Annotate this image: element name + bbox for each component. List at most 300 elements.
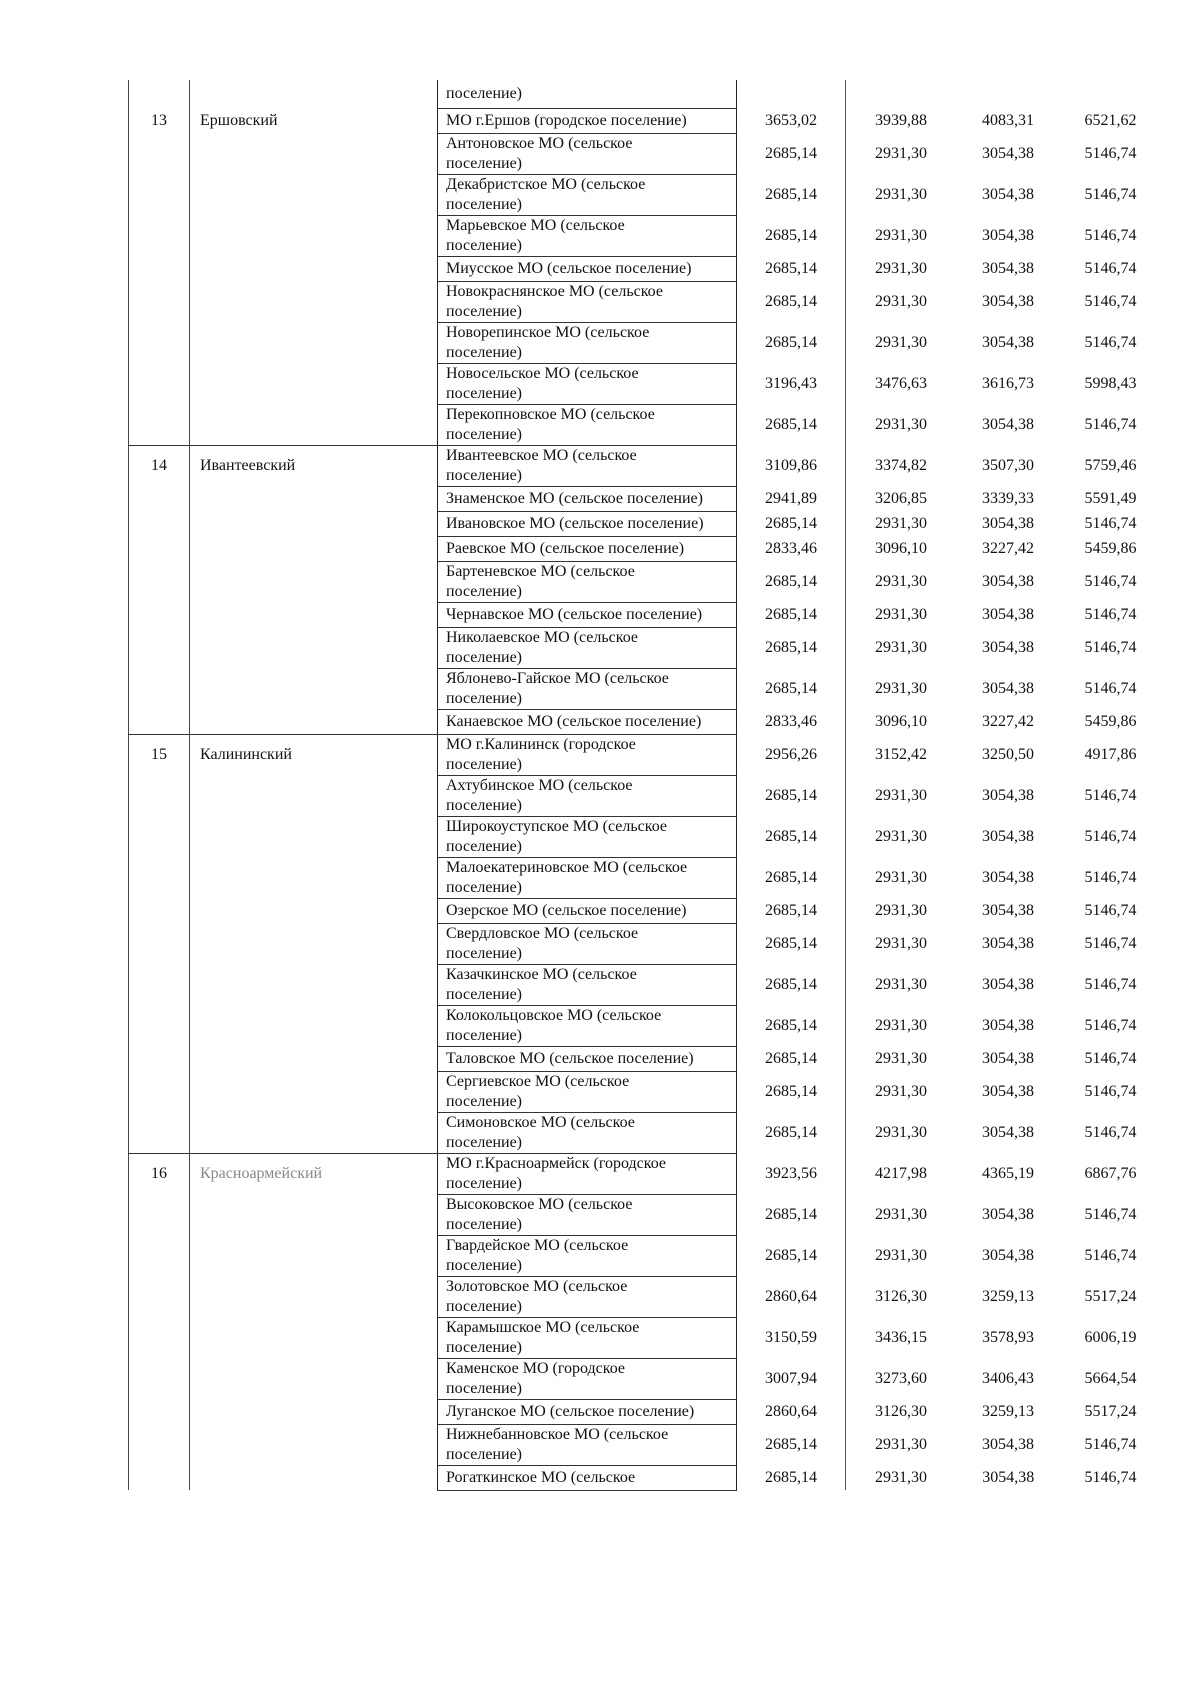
value-4 <box>1061 80 1161 108</box>
row-number <box>129 775 190 816</box>
value-2: 2931,30 <box>846 1194 957 1235</box>
tariff-table-body <box>129 80 1161 1490</box>
value-2: 3126,30 <box>846 1276 957 1317</box>
value-2: 3939,88 <box>846 108 957 133</box>
table-row <box>129 322 1161 363</box>
value-4: 5146,74 <box>1084 1205 1137 1223</box>
value-2: 2931,30 <box>846 1465 957 1490</box>
settlement-name: Яблонево-Гайское МО (сельское поселение) <box>438 668 737 709</box>
value-4: 5759,46 <box>1084 456 1137 474</box>
value-1: 2685,14 <box>737 668 846 709</box>
district-name <box>190 1005 438 1046</box>
district-name <box>190 1235 438 1276</box>
row-number <box>129 857 190 898</box>
value-2: 2931,30 <box>846 602 957 627</box>
table-row <box>129 709 1161 734</box>
row-number <box>129 923 190 964</box>
table-row <box>129 898 1161 923</box>
value-2: 2931,30 <box>846 256 957 281</box>
value-4: 5146,74 <box>1084 514 1137 532</box>
row-number <box>129 1399 190 1424</box>
value-1: 2685,14 <box>737 133 846 174</box>
value-2: 2931,30 <box>846 627 957 668</box>
settlement-name: Ахтубинское МО (сельское поселение) <box>438 775 737 816</box>
value-3: 3054,38 <box>982 679 1034 697</box>
value-4: 5146,74 <box>1084 1435 1137 1453</box>
row-number <box>129 363 190 404</box>
value-3: 3054,38 <box>982 514 1034 532</box>
value-3: 3616,73 <box>982 374 1034 392</box>
value-3: 4083,31 <box>982 111 1034 129</box>
row-number <box>129 561 190 602</box>
settlement-name: Нижнебанновское МО (сельское поселение) <box>438 1424 737 1465</box>
district-name <box>190 1358 438 1399</box>
value-1: 2685,14 <box>737 898 846 923</box>
table-row <box>129 256 1161 281</box>
district-name: Красноармейский <box>190 1153 438 1194</box>
value-4: 5146,74 <box>1084 934 1137 952</box>
value-3: 3054,38 <box>982 605 1034 623</box>
value-3: 3054,38 <box>982 415 1034 433</box>
value-2: 3273,60 <box>846 1358 957 1399</box>
value-1: 2685,14 <box>737 511 846 536</box>
value-1: 3923,56 <box>737 1153 846 1194</box>
value-1: 3150,59 <box>737 1317 846 1358</box>
value-3: 3054,38 <box>982 1123 1034 1141</box>
value-3: 3054,38 <box>982 333 1034 351</box>
value-1: 2685,14 <box>737 816 846 857</box>
district-name <box>190 668 438 709</box>
value-1: 2685,14 <box>737 923 846 964</box>
value-4: 5146,74 <box>1084 333 1137 351</box>
value-1: 2685,14 <box>737 1046 846 1071</box>
value-1: 2685,14 <box>737 404 846 445</box>
settlement-name: Новосельское МО (сельское поселение) <box>438 363 737 404</box>
district-name <box>190 322 438 363</box>
value-4: 5998,43 <box>1084 374 1137 392</box>
row-number <box>129 627 190 668</box>
value-1: 2685,14 <box>737 281 846 322</box>
value-2: 2931,30 <box>846 561 957 602</box>
table-row <box>129 734 1161 775</box>
value-2: 2931,30 <box>846 215 957 256</box>
value-2 <box>846 80 957 108</box>
table-row <box>129 1358 1161 1399</box>
value-2: 3152,42 <box>846 734 957 775</box>
district-name <box>190 1276 438 1317</box>
value-3: 3054,38 <box>982 827 1034 845</box>
settlement-name: Новокраснянское МО (сельское поселение) <box>438 281 737 322</box>
table-row <box>129 215 1161 256</box>
district-name <box>190 775 438 816</box>
value-2: 2931,30 <box>846 898 957 923</box>
table-row <box>129 775 1161 816</box>
district-name <box>190 709 438 734</box>
value-3: 3054,38 <box>982 786 1034 804</box>
row-number <box>129 1112 190 1153</box>
value-4: 5146,74 <box>1084 1082 1137 1100</box>
value-4: 5146,74 <box>1084 259 1137 277</box>
settlement-name: Ивановское МО (сельское поселение) <box>438 511 737 536</box>
value-1: 2941,89 <box>737 486 846 511</box>
value-3: 3054,38 <box>982 292 1034 310</box>
district-name <box>190 486 438 511</box>
value-2: 3436,15 <box>846 1317 957 1358</box>
settlement-name: Луганское МО (сельское поселение) <box>438 1399 737 1424</box>
settlement-name: Колокольцовское МО (сельское поселение) <box>438 1005 737 1046</box>
settlement-name: Симоновское МО (сельское поселение) <box>438 1112 737 1153</box>
table-row <box>129 923 1161 964</box>
value-2: 3206,85 <box>846 486 957 511</box>
settlement-name: Широкоуступское МО (сельское поселение) <box>438 816 737 857</box>
value-4: 5146,74 <box>1084 572 1137 590</box>
table-row <box>129 1153 1161 1194</box>
value-4: 5146,74 <box>1084 868 1137 886</box>
value-1: 2833,46 <box>737 709 846 734</box>
table-row <box>129 281 1161 322</box>
value-3: 3054,38 <box>982 1435 1034 1453</box>
settlement-name: МО г.Ершов (городское поселение) <box>438 108 737 133</box>
district-name <box>190 133 438 174</box>
settlement-name: Антоновское МО (сельское поселение) <box>438 133 737 174</box>
value-3: 3406,43 <box>982 1369 1034 1387</box>
value-2: 2931,30 <box>846 404 957 445</box>
district-name <box>190 627 438 668</box>
settlement-name: Перекопновское МО (сельское поселение) <box>438 404 737 445</box>
value-3: 3054,38 <box>982 1468 1035 1486</box>
row-number <box>129 898 190 923</box>
value-3: 3227,42 <box>982 712 1034 730</box>
row-number <box>129 80 190 108</box>
district-name: Ершовский <box>190 108 438 133</box>
value-1: 2685,14 <box>737 322 846 363</box>
table-row <box>129 1399 1161 1424</box>
district-name <box>190 1465 438 1490</box>
value-3: 3259,13 <box>982 1287 1034 1305</box>
row-number <box>129 709 190 734</box>
settlement-name: МО г.Калининск (городское поселение) <box>438 734 737 775</box>
table-row <box>129 108 1161 133</box>
value-2: 2931,30 <box>846 816 957 857</box>
value-1: 2685,14 <box>737 775 846 816</box>
table-row <box>129 1465 1161 1490</box>
value-3: 3507,30 <box>982 456 1034 474</box>
value-3: 3054,38 <box>982 259 1034 277</box>
row-number <box>129 404 190 445</box>
district-name <box>190 816 438 857</box>
value-2: 2931,30 <box>846 668 957 709</box>
value-4: 5146,74 <box>1084 1049 1137 1067</box>
settlement-name: Малоекатериновское МО (сельское поселение) <box>438 857 737 898</box>
value-4: 5146,74 <box>1084 1123 1137 1141</box>
value-1: 2685,14 <box>737 1465 846 1490</box>
value-3: 3339,33 <box>982 489 1034 507</box>
district-name <box>190 602 438 627</box>
table-row <box>129 964 1161 1005</box>
district-name <box>190 1317 438 1358</box>
value-1: 2685,14 <box>737 1112 846 1153</box>
table-row <box>129 602 1161 627</box>
district-name <box>190 898 438 923</box>
row-number <box>129 602 190 627</box>
value-3: 3227,42 <box>982 539 1034 557</box>
value-1: 2685,14 <box>737 1235 846 1276</box>
district-name <box>190 1112 438 1153</box>
value-2: 2931,30 <box>846 1005 957 1046</box>
value-3: 3054,38 <box>982 185 1034 203</box>
value-1: 3007,94 <box>737 1358 846 1399</box>
value-2: 3126,30 <box>846 1399 957 1424</box>
settlement-name: Сергиевское МО (сельское поселение) <box>438 1071 737 1112</box>
table-row <box>129 1317 1161 1358</box>
row-number <box>129 964 190 1005</box>
value-1 <box>737 80 846 108</box>
value-1: 3653,02 <box>737 108 846 133</box>
value-1: 2685,14 <box>737 1424 846 1465</box>
row-number <box>129 511 190 536</box>
table-row <box>129 1005 1161 1046</box>
value-4: 5146,74 <box>1084 415 1137 433</box>
table-row <box>129 668 1161 709</box>
table-row <box>129 404 1161 445</box>
value-3: 3054,38 <box>982 901 1034 919</box>
value-4: 5146,74 <box>1084 1016 1137 1034</box>
table-row <box>129 486 1161 511</box>
value-1: 2685,14 <box>737 602 846 627</box>
district-name <box>190 215 438 256</box>
value-4: 5146,74 <box>1084 975 1137 993</box>
tariff-table <box>128 80 1161 1491</box>
value-2: 2931,30 <box>846 1046 957 1071</box>
row-number: 14 <box>129 445 190 486</box>
row-number <box>129 1235 190 1276</box>
value-3: 3054,38 <box>982 1205 1034 1223</box>
value-2: 3096,10 <box>846 709 957 734</box>
value-2: 3476,63 <box>846 363 957 404</box>
value-4: 5591,49 <box>1084 489 1137 507</box>
table-row <box>129 1276 1161 1317</box>
value-3 <box>956 80 1061 108</box>
settlement-name: Озерское МО (сельское поселение) <box>438 898 737 923</box>
row-number <box>129 486 190 511</box>
settlement-name: Канаевское МО (сельское поселение) <box>438 709 737 734</box>
settlement-name: Гвардейское МО (сельское поселение) <box>438 1235 737 1276</box>
value-2: 2931,30 <box>846 133 957 174</box>
table-row <box>129 536 1161 561</box>
value-2: 2931,30 <box>846 281 957 322</box>
value-3: 3054,38 <box>982 1049 1034 1067</box>
row-number: 15 <box>129 734 190 775</box>
table-row <box>129 627 1161 668</box>
table-row <box>129 445 1161 486</box>
table-row <box>129 1046 1161 1071</box>
value-1: 2685,14 <box>737 627 846 668</box>
settlement-name: Раевское МО (сельское поселение) <box>438 536 737 561</box>
settlement-name: Карамышское МО (сельское поселение) <box>438 1317 737 1358</box>
settlement-name: Рогаткинское МО (сельское <box>438 1465 737 1490</box>
settlement-name: Знаменское МО (сельское поселение) <box>438 486 737 511</box>
value-3: 3054,38 <box>982 572 1034 590</box>
value-3: 3054,38 <box>982 1246 1034 1264</box>
value-3: 3054,38 <box>982 1082 1034 1100</box>
table-row <box>129 1424 1161 1465</box>
value-4: 5146,74 <box>1084 185 1137 203</box>
value-4: 5146,74 <box>1084 638 1137 656</box>
value-3: 3054,38 <box>982 975 1034 993</box>
row-number <box>129 816 190 857</box>
district-name <box>190 923 438 964</box>
district-name <box>190 536 438 561</box>
district-name <box>190 1399 438 1424</box>
settlement-name: Бартеневское МО (сельское поселение) <box>438 561 737 602</box>
value-2: 2931,30 <box>846 923 957 964</box>
table-row <box>129 1112 1161 1153</box>
value-3: 3054,38 <box>982 1016 1034 1034</box>
district-name <box>190 404 438 445</box>
settlement-name: поселение) <box>438 80 737 108</box>
value-1: 2833,46 <box>737 536 846 561</box>
value-2: 2931,30 <box>846 857 957 898</box>
table-row <box>129 857 1161 898</box>
value-1: 3196,43 <box>737 363 846 404</box>
value-3: 3054,38 <box>982 638 1034 656</box>
value-4: 5146,74 <box>1084 144 1137 162</box>
row-number <box>129 174 190 215</box>
value-1: 2685,14 <box>737 857 846 898</box>
row-number: 13 <box>129 108 190 133</box>
value-4: 5146,74 <box>1084 292 1137 310</box>
table-row <box>129 1235 1161 1276</box>
row-number <box>129 281 190 322</box>
value-2: 2931,30 <box>846 1235 957 1276</box>
table-row <box>129 133 1161 174</box>
settlement-name: Миусское МО (сельское поселение) <box>438 256 737 281</box>
settlement-name: Ивантеевское МО (сельское поселение) <box>438 445 737 486</box>
district-name: Ивантеевский <box>190 445 438 486</box>
row-number <box>129 1424 190 1465</box>
value-4: 5146,74 <box>1084 786 1137 804</box>
settlement-name: Чернавское МО (сельское поселение) <box>438 602 737 627</box>
table-row <box>129 80 1161 108</box>
value-2: 3374,82 <box>846 445 957 486</box>
row-number <box>129 1317 190 1358</box>
value-1: 2685,14 <box>737 174 846 215</box>
row-number <box>129 668 190 709</box>
settlement-name: Декабристское МО (сельское поселение) <box>438 174 737 215</box>
district-name <box>190 561 438 602</box>
district-name <box>190 80 438 108</box>
value-4: 6867,76 <box>1084 1164 1137 1182</box>
district-name <box>190 857 438 898</box>
district-name <box>190 1424 438 1465</box>
value-4: 5146,74 <box>1084 605 1137 623</box>
row-number: 16 <box>129 1153 190 1194</box>
value-2: 2931,30 <box>846 511 957 536</box>
table-row <box>129 511 1161 536</box>
value-1: 2685,14 <box>737 215 846 256</box>
value-2: 2931,30 <box>846 1424 957 1465</box>
table-row <box>129 363 1161 404</box>
value-3: 3054,38 <box>982 934 1034 952</box>
value-3: 3054,38 <box>982 868 1034 886</box>
value-2: 2931,30 <box>846 174 957 215</box>
row-number <box>129 133 190 174</box>
row-number <box>129 215 190 256</box>
value-3: 3054,38 <box>982 226 1034 244</box>
row-number <box>129 1358 190 1399</box>
row-number <box>129 322 190 363</box>
district-name <box>190 281 438 322</box>
value-4: 4917,86 <box>1084 745 1137 763</box>
table-row <box>129 816 1161 857</box>
value-4: 5459,86 <box>1084 712 1137 730</box>
value-1: 2685,14 <box>737 1194 846 1235</box>
table-row <box>129 174 1161 215</box>
row-number <box>129 1005 190 1046</box>
settlement-name: Казачкинское МО (сельское поселение) <box>438 964 737 1005</box>
row-number <box>129 1071 190 1112</box>
value-2: 2931,30 <box>846 1071 957 1112</box>
value-4: 6006,19 <box>1084 1328 1137 1346</box>
settlement-name: Марьевское МО (сельское поселение) <box>438 215 737 256</box>
value-4: 5146,74 <box>1084 1246 1137 1264</box>
value-1: 2860,64 <box>737 1399 846 1424</box>
value-4: 5664,54 <box>1084 1369 1137 1387</box>
value-2: 2931,30 <box>846 322 957 363</box>
value-2: 2931,30 <box>846 1112 957 1153</box>
value-1: 2860,64 <box>737 1276 846 1317</box>
value-4: 6521,62 <box>1084 111 1137 129</box>
value-4: 5146,74 <box>1084 679 1137 697</box>
settlement-name: МО г.Красноармейск (городское поселение) <box>438 1153 737 1194</box>
table-row <box>129 1194 1161 1235</box>
row-number <box>129 1465 190 1490</box>
value-1: 2685,14 <box>737 1071 846 1112</box>
settlement-name: Свердловское МО (сельское поселение) <box>438 923 737 964</box>
row-number <box>129 1276 190 1317</box>
value-1: 2685,14 <box>737 1005 846 1046</box>
value-3: 3054,38 <box>982 144 1034 162</box>
district-name <box>190 1071 438 1112</box>
settlement-name: Высоковское МО (сельское поселение) <box>438 1194 737 1235</box>
district-name <box>190 1046 438 1071</box>
settlement-name: Николаевское МО (сельское поселение) <box>438 627 737 668</box>
district-name <box>190 511 438 536</box>
value-2: 2931,30 <box>846 775 957 816</box>
value-4: 5459,86 <box>1084 539 1137 557</box>
row-number <box>129 1046 190 1071</box>
value-2: 2931,30 <box>846 964 957 1005</box>
value-1: 2685,14 <box>737 256 846 281</box>
settlement-name: Золотовское МО (сельское поселение) <box>438 1276 737 1317</box>
settlement-name: Новорепинское МО (сельское поселение) <box>438 322 737 363</box>
table-row <box>129 561 1161 602</box>
district-name <box>190 964 438 1005</box>
district-name <box>190 363 438 404</box>
value-3: 4365,19 <box>982 1164 1034 1182</box>
value-4: 5146,74 <box>1084 827 1137 845</box>
value-4: 5146,74 <box>1084 901 1137 919</box>
value-1: 2956,26 <box>737 734 846 775</box>
value-3: 3578,93 <box>982 1328 1034 1346</box>
district-name <box>190 1194 438 1235</box>
row-number <box>129 256 190 281</box>
value-1: 2685,14 <box>737 561 846 602</box>
value-4: 5146,74 <box>1084 1468 1137 1486</box>
value-2: 4217,98 <box>846 1153 957 1194</box>
value-4: 5146,74 <box>1084 226 1137 244</box>
value-3: 3259,13 <box>982 1402 1034 1420</box>
